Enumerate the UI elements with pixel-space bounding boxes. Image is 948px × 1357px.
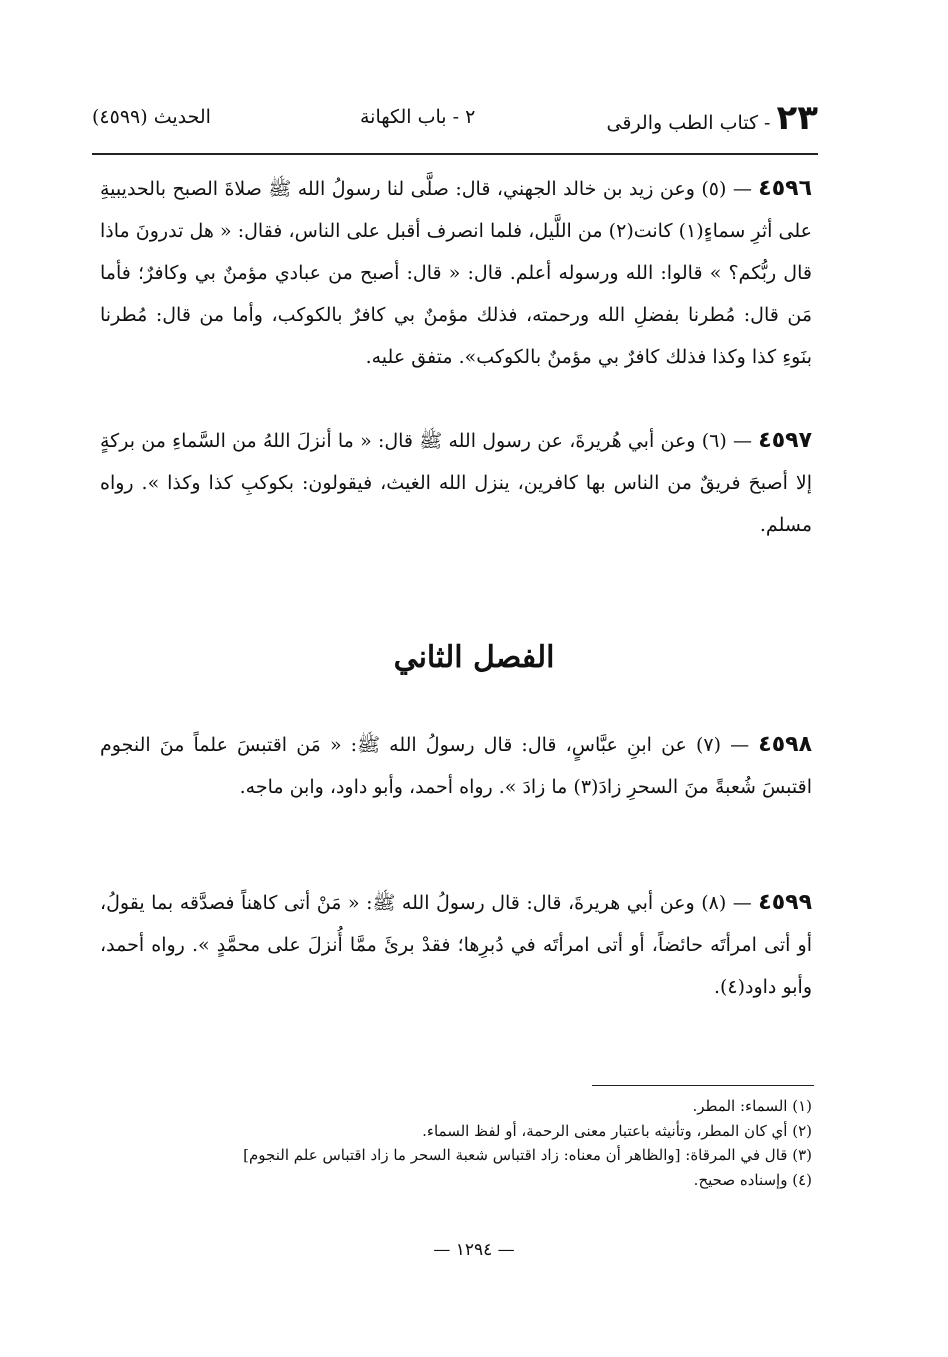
hadith-number: ٤٥٩٧ — [758, 428, 812, 453]
footnote-4: (٤) وإسناده صحيح. — [693, 1170, 812, 1189]
hadith-number: ٤٥٩٩ — [758, 890, 812, 915]
book-number: ٢٣ — [776, 98, 818, 138]
header-divider — [92, 153, 818, 155]
section-title: الفصل الثاني — [393, 640, 555, 675]
hadith-reference: الحديث (٤٥٩٩) — [92, 106, 211, 128]
book-title: - كتاب الطب والرقى — [606, 112, 771, 134]
separator: — — [732, 178, 752, 200]
hadith-4599 — [100, 882, 812, 1008]
hadith-number: ٤٥٩٨ — [758, 732, 812, 757]
page-header — [92, 92, 818, 154]
chapter-title: ٢ - باب الكهانة — [360, 106, 476, 128]
hadith-4596 — [100, 168, 812, 378]
page-number: — ١٢٩٤ — — [433, 1240, 515, 1260]
footnote-divider — [592, 1085, 814, 1086]
hadith-number: ٤٥٩٦ — [758, 176, 813, 201]
footnotes — [108, 1094, 812, 1192]
hadith-text: (٦) وعن أبي هُريرةَ، عن رسول الله ﷺ قال: « ما أنزلَ اللهُ من السَّماءِ من بركةٍ إلا أصبحَ فريقٌ من الناس بها كافرين، ينزل الله الغيث، فيقولون: بكوكبِ كذا وكذا ». رواه مسلم. — [100, 430, 812, 536]
separator: — — [730, 734, 750, 756]
hadith-4598 — [100, 724, 812, 808]
hadith-text: (٨) وعن أبي هريرةَ، قال: قال رسولُ الله ﷺ: « مَنْ أتى كاهناً فصدَّقه بما يقولُ، أو أتى امرأتَه حائضاً، أو أتى امرأتَه في دُبرِها؛ فقدْ برئَ ممَّا أُنزلَ على محمَّدٍ ». رواه أحمد، وأبو داود(٤). — [100, 892, 812, 998]
separator: — — [732, 892, 752, 914]
footnote-3: (٣) قال في المرقاة: [والظاهر أن معناه: زاد اقتباس شعبة السحر ما زاد اقتباس علم النجوم] — [243, 1146, 812, 1164]
hadith-text: (٥) وعن زيد بن خالد الجهني، قال: صلَّى لنا رسولُ الله ﷺ صلاةَ الصبح بالحديبيةِ على أثرِ سماءٍ(١) كانت(٢) من اللَّيل، فلما انصرف أقبل على الناس، فقال: « هل تدرونَ ماذا قال ربُّكم؟ » قالوا: الله ورسوله أعلم. قال: « قال: أصبح من عبادي مؤمنٌ بي وكافرٌ؛ فأما مَن قال: مُطرنا بفضلِ الله ورحمته، فذلك مؤمنٌ بي كافرٌ بالكوكب، وأما من قال: مُطرنا بنَوءِ كذا وكذا فذلك كافرٌ بي مؤمنٌ بالكوكب». متفق عليه. — [100, 178, 813, 368]
separator: — — [733, 430, 753, 452]
footnote-1: (١) السماء: المطر. — [692, 1097, 812, 1115]
book-heading — [607, 98, 818, 138]
hadith-text: (٧) عن ابنِ عبَّاسٍ، قال: قال رسولُ الله ﷺ: « مَن اقتبسَ علماً منَ النجوم اقتبسَ شُعبةً منَ السحرِ زادَ(٣) ما زادَ ». رواه أحمد، وأبو داود، وابن ماجه. — [100, 734, 812, 798]
hadith-4597 — [100, 420, 812, 546]
footnote-2: (٢) أي كان المطر، وتأنيثه باعتبار معنى الرحمة، أو لفظ السماء. — [422, 1121, 812, 1140]
